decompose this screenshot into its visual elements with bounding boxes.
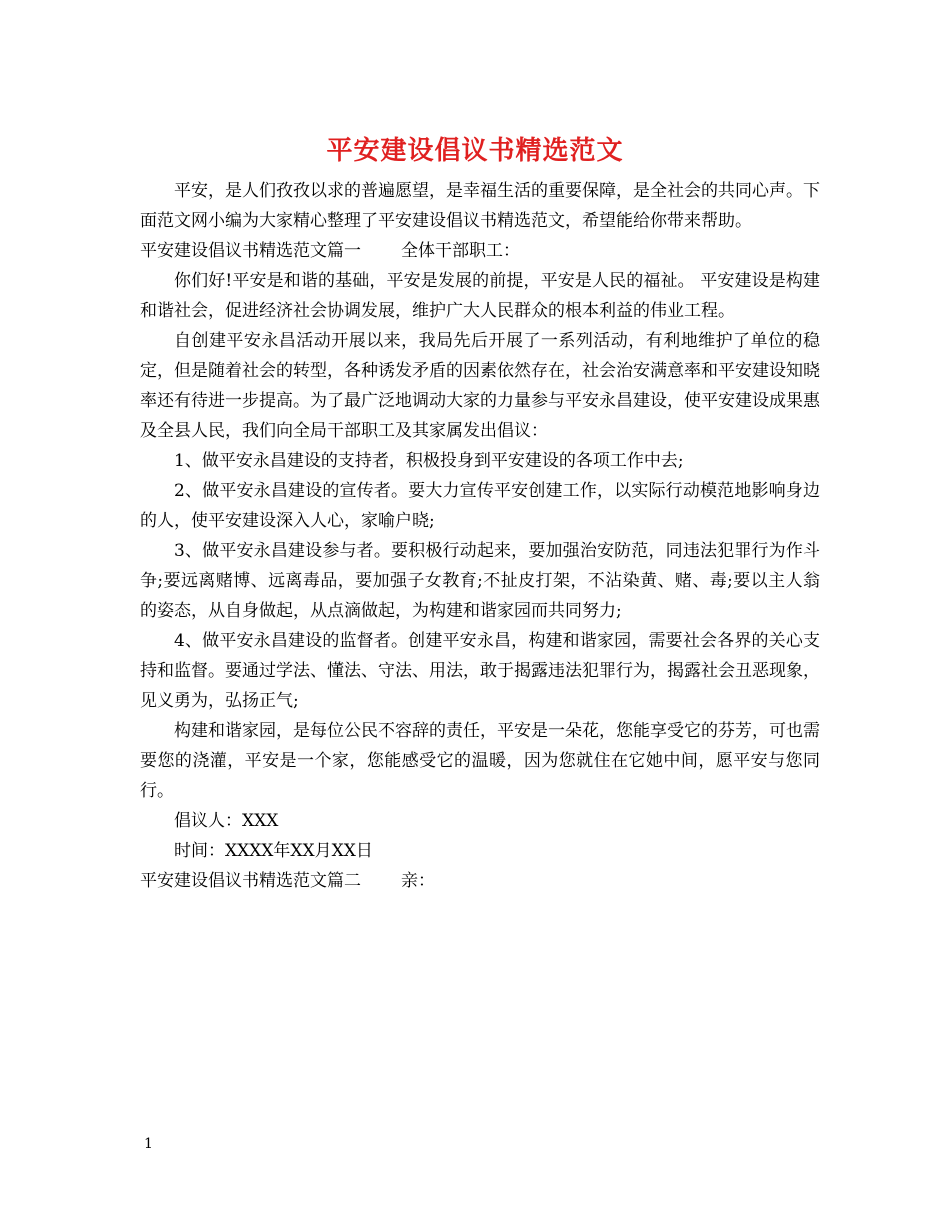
date-line: 时间：XXXX年XX月XX日 xyxy=(174,841,373,861)
list-item: 3、做平安永昌建设参与者。要积极行动起来，要加强治安防范，同违法犯罪行为作斗争;要远离赌博、远离毒品，要加强子女教育;不扯皮打架，不沾染黄、赌、毒;要以主人翁的姿态，从自身做起，从点滴做起，为构建和谐家园而共同努力; xyxy=(140,541,820,621)
section-heading-2 xyxy=(140,866,820,896)
body-paragraph: 你们好!平安是和谐的基础，平安是发展的前提，平安是人民的福祉。 平安建设是构建和谐社会，促进经济社会协调发展，维护广大人民群众的根本利益的伟业工程。 xyxy=(140,271,820,321)
section-heading-1 xyxy=(140,236,820,266)
document-title: 平安建设倡议书精选范文 xyxy=(326,136,624,166)
list-item: 2、做平安永昌建设的宣传者。要大力宣传平安创建工作，以实际行动模范地影响身边的人，使平安建设深入人心，家喻户晓; xyxy=(140,481,820,531)
intro-paragraph: 平安，是人们孜孜以求的普遍愿望，是幸福生活的重要保障，是全社会的共同心声。下面范文网小编为大家精心整理了平安建设倡议书精选范文，希望能给你带来帮助。 xyxy=(140,181,820,231)
list-item: 4、做平安永昌建设的监督者。创建平安永昌，构建和谐家园，需要社会各界的关心支持和监督。要通过学法、懂法、守法、用法，敢于揭露违法犯罪行为，揭露社会丑恶现象，见义勇为，弘扬正气; xyxy=(140,631,820,711)
section-title: 平安建设倡议书精选范文篇一 xyxy=(140,241,361,261)
section-title: 平安建设倡议书精选范文篇二 xyxy=(140,871,361,891)
salutation: 亲： xyxy=(401,871,435,891)
list-item: 1、做平安永昌建设的支持者，积极投身到平安建设的各项工作中去; xyxy=(174,451,684,471)
body-paragraph: 构建和谐家园，是每位公民不容辞的责任，平安是一朵花，您能享受它的芬芳，可也需要您的浇灌，平安是一个家，您能感受它的温暖，因为您就住在它她中间，愿平安与您同行。 xyxy=(140,721,820,801)
body-paragraph: 自创建平安永昌活动开展以来，我局先后开展了一系列活动，有利地维护了单位的稳定，但是随着社会的转型，各种诱发矛盾的因素依然存在，社会治安满意率和平安建设知晓率还有待进一步提高。为了最广泛地调动大家的力量参与平安永昌建设，使平安建设成果惠及全县人民，我们向全局干部职工及其家属发出倡议： xyxy=(140,331,820,441)
salutation: 全体干部职工： xyxy=(401,241,520,261)
signatory: 倡议人：XXX xyxy=(174,811,279,831)
document-body xyxy=(140,176,820,896)
page-number: 1 xyxy=(144,1136,153,1152)
